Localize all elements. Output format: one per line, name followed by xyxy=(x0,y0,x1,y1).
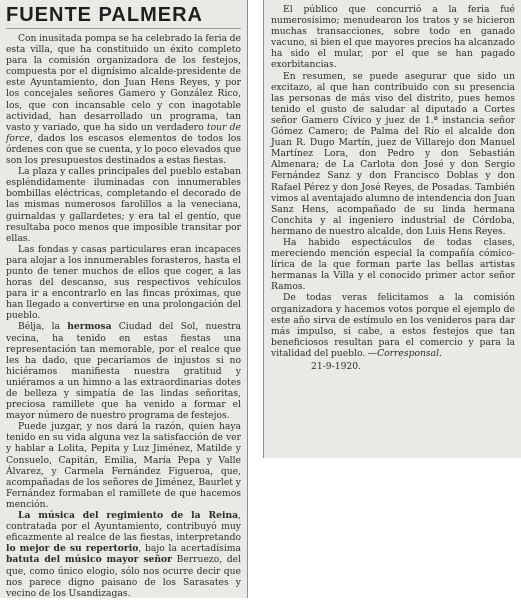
paragraph-4-bold: hermosa xyxy=(67,321,112,333)
paragraph-5: Puede juzgar, y nos dará la razón, quien haya tenido en su vida alguna vez la satisfacción de ver y hablar a Lolita, Pepita y Luz Jiménez, Matilde y Consuelo, Capitán, Emilia, María Pepa y Valle Álvarez, y Carmela Fernández Figueroa, que, acompañadas de los señores de Jiménez, Baurlet y Fernández formaban el ramillete de que hacemos mención. xyxy=(6,421,241,510)
paragraph-6-mid-1: , contratada por el Ayuntamiento, contribuyó muy eficazmente al realce de las fiestas, interpretando xyxy=(6,510,241,544)
headline: FUENTE PALMERA xyxy=(6,4,241,29)
paragraph-6-mid-2: , bajo la acertadísima xyxy=(138,543,241,555)
right-clipping xyxy=(263,0,521,458)
paragraph-4-start: Bélja, la xyxy=(18,321,60,333)
paragraph-4-end: Ciudad del Sol, nuestra vecina, ha tenido en estas fiestas una representación tan memorable, por el realce que les ha dado, que pecaríamos de injustos si no hiciéramos manifiesta nuestra gratitud y uniéramos a un himno a las extraordinarias dotes de belleza y simpatía de las lindas señoritas, preciosa ramillete que ha venido a formar el mayor número de nuestro programa de festejos. xyxy=(6,321,242,422)
paragraph-1-text: Con inusitada pompa se ha celebrado la feria de esta villa, que ha constituido un éxito completo para la comisión organizadora de los festejos, compuesta por el dignísimo alcalde-presidente de este Ayuntamiento, don Juan Hens Reyes, y por los concejales señores Gamero y González Rico, los, que con incansable celo y con inagotable actividad, han desarrollado un programa, tan vasto y variado, que ha sido un verdadero xyxy=(6,33,241,133)
right-paragraph-3: Ha habido espectáculos de todas clases, mereciendo mención especial la compañía cómico-lírica de la que forman parte las bellas artistas hermanas la Villa y el conocido primer actor señor Ramos. xyxy=(271,236,515,293)
paragraph-4 xyxy=(6,321,241,421)
paragraph-2: La plaza y calles principales del pueblo estaban espléndidamente iluminadas con innumerables bombillas eléctricas, completando el decorado de las mismas numerosos farolillos a la veneciana, guirnaldas y gallardetes; y era tal el gentío, que resultaba poco menos que imposible transitar por ellas. xyxy=(6,166,241,244)
date: 21-9-1920. xyxy=(311,361,362,372)
right-paragraph-4: De todas veras felicitamos a la comisión organizadora y hacemos votos porque el ejemplo de este año sirva de estímulo en los venideros para dar más impulso, si cabe, a estos festejos que tan beneficiosos resultan para el comercio y para la vitalidad del pueblo. —Corresponsal. xyxy=(271,292,515,359)
paragraph-6-bold-2: lo mejor de su repertorio xyxy=(6,543,139,555)
signature: Corresponsal xyxy=(377,347,440,359)
right-paragraph-1: El público que concurrió a la feria fué numerosísimo; menudearon los tratos y se hicieron muchas transacciones, sobre todo en ganado vacuno, si bien el que mayores precios ha alcanzado ha sido el mular, por el que se han pagado exorbitancias. xyxy=(271,4,515,71)
paragraph-6-bold-1: La música del regimiento de la Reina xyxy=(18,510,239,522)
paragraph-3: Las fondas y casas particulares eran incapaces para alojar a los innumerables forasteros, hasta el punto de tener muchos de ellos que coger, a las horas del descanso, sus respectivos vehículos para ir a encontrarlo en las fincas próximas, que han llegado a convertirse en una prolongación del pueblo. xyxy=(6,243,241,322)
left-clipping xyxy=(0,0,247,598)
paragraph-6-end: Berruezo, del que, como único elogio, sólo nos ocurre decir que nos parece digno paisano de los Sarasates y vecino de los Usandizagas. xyxy=(6,554,242,598)
right-clipping-edge xyxy=(263,0,264,458)
paragraph-1-end: , dados los escasos elementos de todos los órdenes con que se cuenta, y lo poco elevados que son los presupuestos destinados a estas fiestas. xyxy=(6,132,241,167)
right-paragraph-4-text: De todas veras felicitamos a la comisión organizadora y hacemos votos porque el ejemplo de este año sirva de estímulo en los venideros para dar más impulso, si cabe, a estos festejos que tan beneficiosos resultan para el comercio y para la vitalidad del pueblo. — xyxy=(271,292,515,359)
paragraph-6 xyxy=(6,510,241,598)
right-paragraph-2: En resumen, se puede asegurar que sido un excitazo, al que han contribuido con su presencia las personas de más viso del distrito, pues hemos tenido el gusto de saludar al diputado a Cortes señor Gamero Cívico y juez de 1.ª instancia señor Gómez Camero; de Palma del Río el alcalde don Juan R. Dugo Martín, juez de Villarejo don Manuel Martínez Lora, don Pedro y don Sebastián Almenara; de La Carlota don José y don Sergio Fernández Sanz y don Francisco Doblas y don Rafael Pérez y don José Reyes, de Posadas. También vimos al aventajado alumno de intendencia don Juan Sanz Hens, acompañado de su linda hermana Conchita y al ingeniero industrial de Córdoba, hermano de nuestro alcalde, don Luis Hens Reyes. xyxy=(271,70,515,237)
paragraph-1-italic: tour de force xyxy=(6,121,241,144)
left-clipping-edge xyxy=(247,0,248,598)
paragraph-6-bold-3: batuta del músico mayor señor xyxy=(6,554,173,566)
paragraph-1 xyxy=(6,33,241,166)
